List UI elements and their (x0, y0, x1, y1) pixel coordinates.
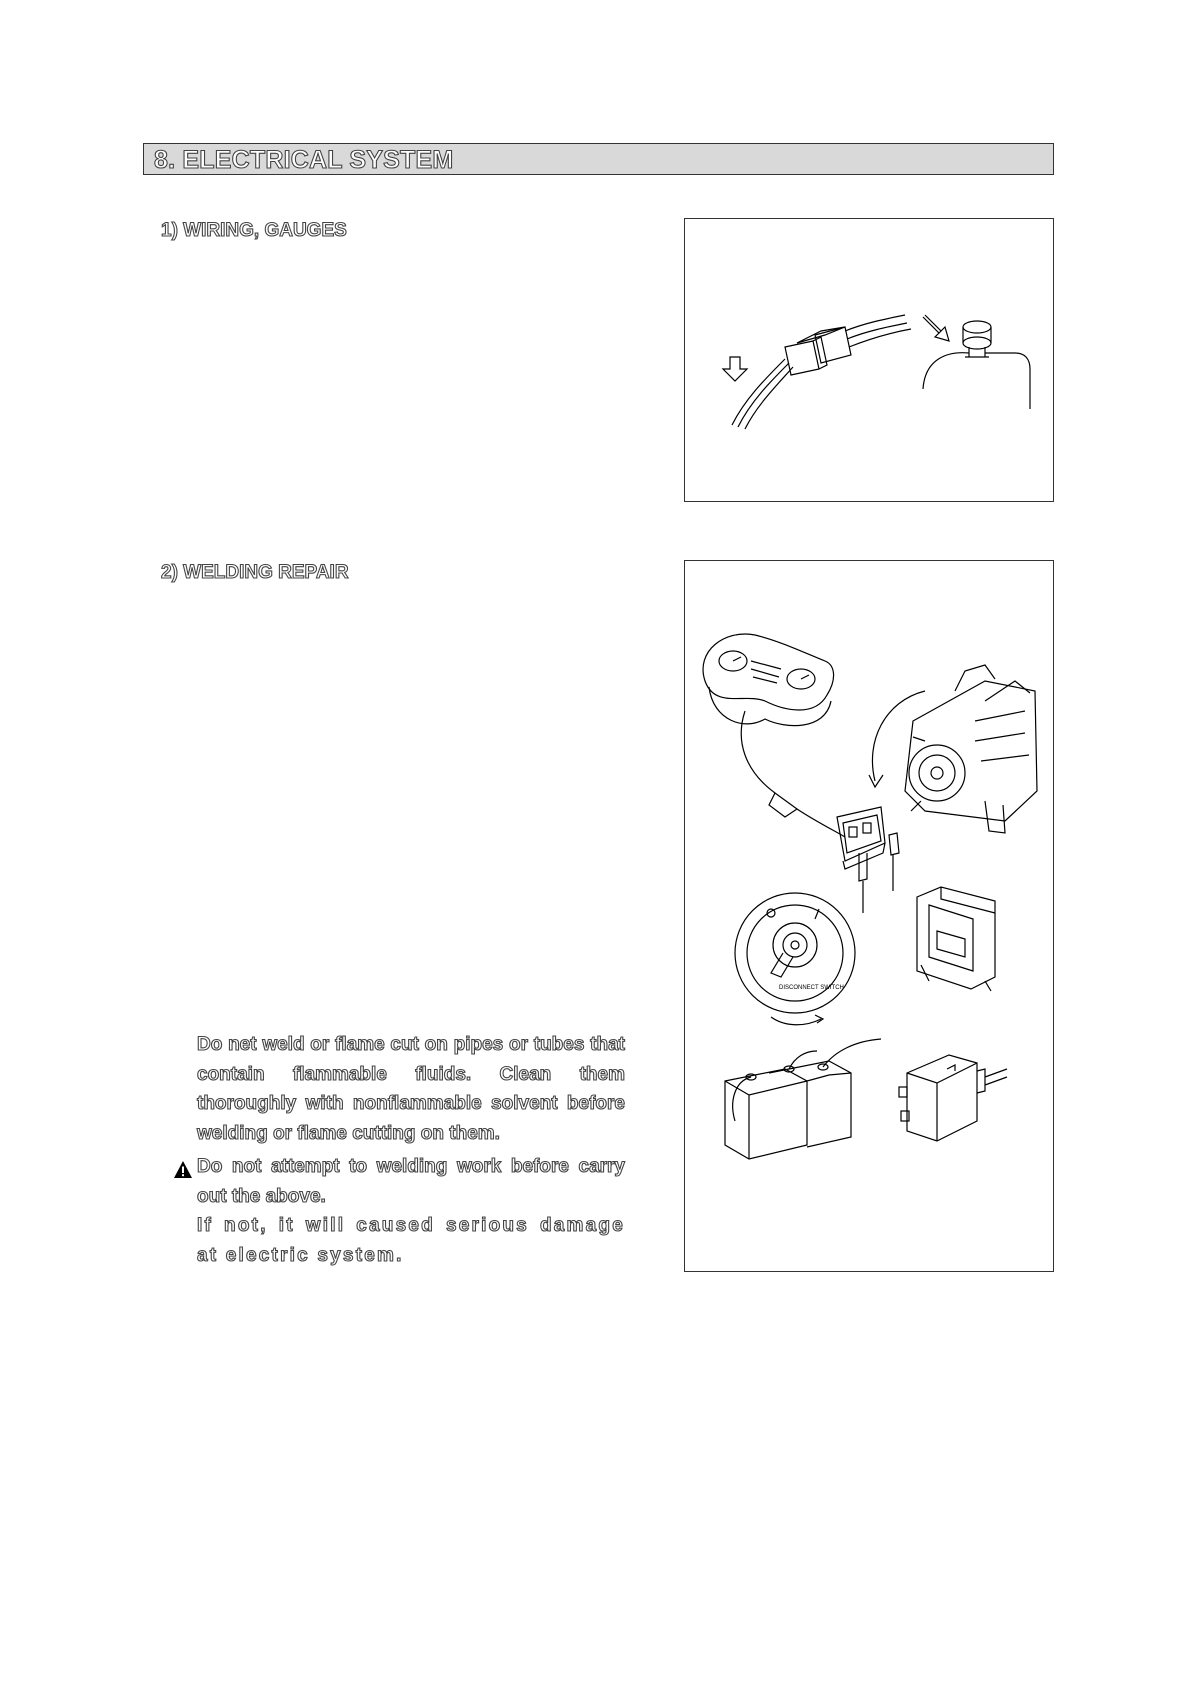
section-title: 8. ELECTRICAL SYSTEM (154, 146, 454, 174)
arrow-curve-icon (872, 691, 925, 781)
battery-icon (725, 1039, 881, 1159)
wiring-illustration (685, 219, 1055, 503)
warning-triangle-icon (173, 1160, 193, 1180)
arrow-down-icon (723, 357, 747, 381)
ecu-connector-icon (837, 807, 899, 913)
cluster-gauge-icon (703, 634, 845, 837)
figure-wiring-gauges (684, 218, 1054, 502)
figure-welding-repair (684, 560, 1054, 1272)
arrow-diagonal-icon (923, 315, 949, 341)
note-flammable-fluids: Do net weld or flame cut on pipes or tubes that contain flammable fluids. Clean them thoroughly with nonflammable solvent before welding or flame cutting on them. (197, 1034, 625, 1144)
relay-box-icon (899, 1055, 1007, 1141)
sender-cap (963, 321, 991, 333)
note-warning-welding: Do not attempt to welding work before carry out the above. (197, 1156, 625, 1207)
ecu-box-icon (917, 887, 995, 991)
connector-left (785, 341, 819, 375)
subheading-welding-repair: 2) WELDING REPAIR (161, 562, 349, 583)
engine-icon (905, 665, 1037, 833)
disconnect-switch-icon (735, 893, 855, 1025)
welding-illustration (685, 561, 1055, 1273)
note-warning-damage: If not, it will caused serious damage at electric system. (197, 1215, 625, 1266)
switch-label: DISCONNECT SWITCH (779, 985, 844, 991)
subheading-wiring-gauges: 1) WIRING, GAUGES (161, 220, 347, 241)
section-header (143, 143, 1054, 175)
